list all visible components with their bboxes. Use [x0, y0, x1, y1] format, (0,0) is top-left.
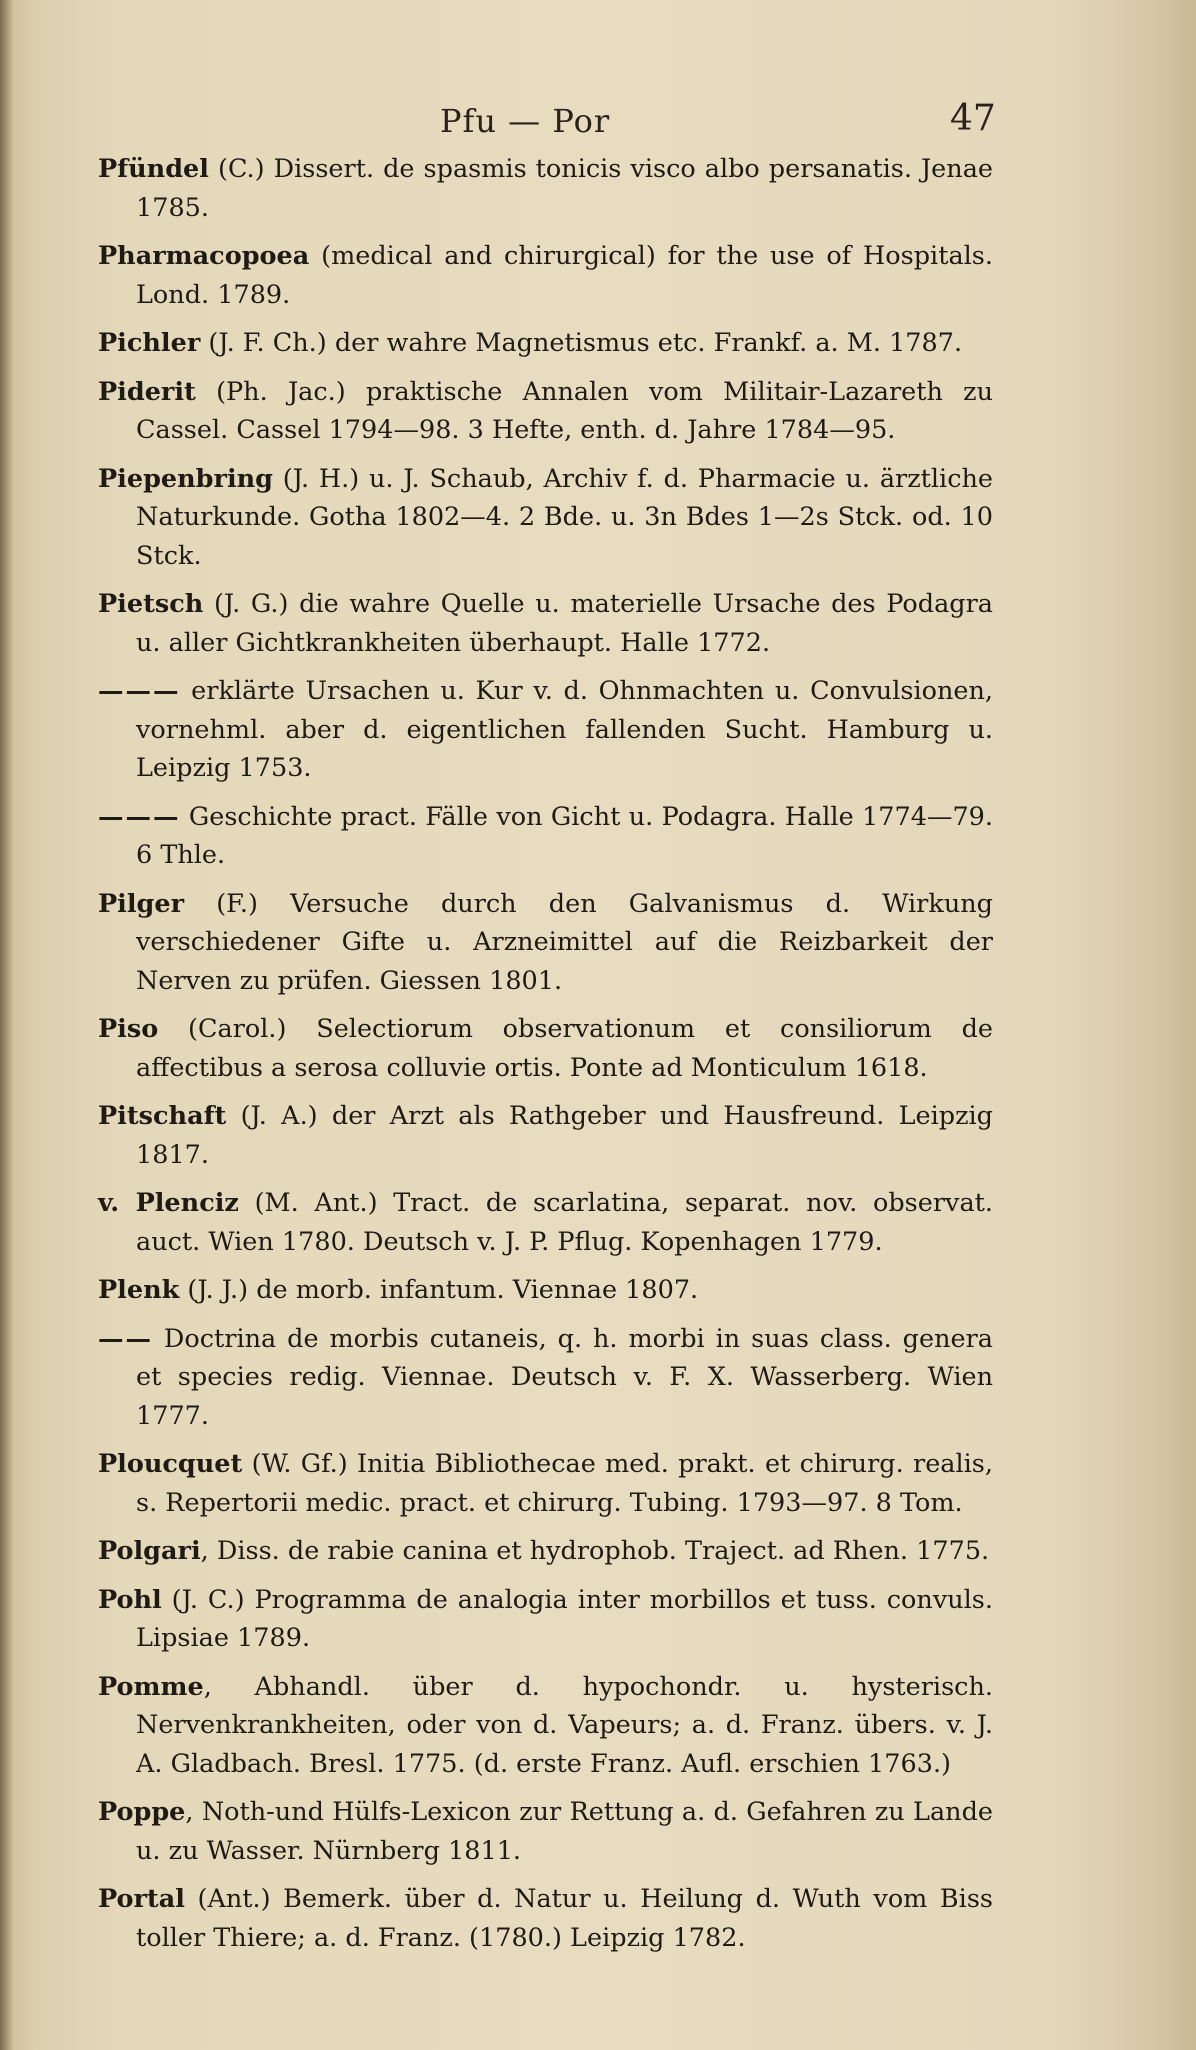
entry-ditto-dash: ——— [98, 801, 181, 832]
page-number: 47 [950, 98, 996, 139]
entry-author: Pohl [98, 1584, 162, 1615]
entry-ditto-dash: —— [98, 1323, 153, 1354]
bibliography-entry [98, 324, 993, 363]
bibliography-entry [98, 1668, 993, 1784]
entry-author: Pilger [98, 888, 185, 919]
entry-author: Poppe [98, 1797, 186, 1827]
bibliography-entry [98, 1184, 993, 1261]
entry-author: Pomme [98, 1671, 204, 1702]
bibliography-entry [98, 460, 993, 576]
bibliography-entry [98, 150, 993, 227]
entry-text: (W. Gf.) Initia Bibliothecae med. prakt. et chirurg. realis, s. Repertorii medic. pract. et chirurg. Tubing. 1793—97. 8 Tom. [136, 1449, 993, 1518]
bibliography-entry [98, 672, 993, 788]
entry-text: (J. J.) de morb. infantum. Viennae 1807. [179, 1275, 699, 1305]
entry-text: , Abhandl. über d. hypochondr. u. hysterisch. Nervenkrankheiten, oder von d. Vapeurs; a. d. Franz. übers. v. J. A. Gladbach. Bresl. 1775. (d. erste Franz. Aufl. erschien 1763.) [136, 1671, 993, 1779]
entry-text: (Carol.) Selectiorum observationum et consiliorum de affectibus a serosa colluvie ortis. Ponte ad Monticulum 1618. [136, 1014, 993, 1083]
entry-text: (Ant.) Bemerk. über d. Natur u. Heilung d. Wuth vom Biss toller Thiere; a. d. Franz. (1780.) Leipzig 1782. [136, 1884, 993, 1953]
entry-author: Pharmacopoea [98, 241, 310, 271]
entry-text: (M. Ant.) Tract. de scarlatina, separat. nov. observat. auct. Wien 1780. Deutsch v. J. P. Pflug. Kopenhagen 1779. [136, 1188, 994, 1257]
entry-text: (J. H.) u. J. Schaub, Archiv f. d. Pharmacie u. ärztliche Naturkunde. Gotha 1802—4. 2 Bde. u. 3n Bdes 1—2s Stck. od. 10 Stck. [136, 463, 993, 571]
entry-author: Piderit [98, 376, 196, 407]
entry-text: Geschichte pract. Fälle von Gicht u. Podagra. Halle 1774—79. 6 Thle. [136, 801, 993, 870]
page-edge-shadow [0, 0, 14, 2050]
bibliography-entry [98, 1445, 993, 1522]
entry-author: Piepenbring [98, 463, 274, 494]
bibliography-entry [98, 373, 993, 450]
bibliography-entry [98, 1880, 993, 1957]
entry-author: Portal [98, 1884, 185, 1914]
bibliography-entry [98, 1010, 993, 1087]
bibliography-entry [98, 798, 993, 875]
entry-author: Piso [98, 1014, 159, 1044]
bibliography-entry [98, 1793, 993, 1870]
entry-text: (J. G.) die wahre Quelle u. materielle Ursache des Podagra u. aller Gichtkrankheiten überhaupt. Halle 1772. [136, 589, 993, 658]
bibliography-entry [98, 585, 993, 662]
entry-ditto-dash: ——— [98, 676, 181, 706]
bibliography-entry [98, 237, 993, 314]
bibliography-entry [98, 1320, 993, 1436]
entry-author: Ploucquet [98, 1449, 243, 1479]
entry-text: (C.) Dissert. de spasmis tonicis visco albo persanatis. Jenae 1785. [136, 154, 993, 223]
bibliography-entry [98, 1097, 993, 1174]
entry-author: Pitschaft [98, 1101, 227, 1131]
entry-author: Polgari [98, 1536, 201, 1566]
entry-text: , Noth-und Hülfs-Lexicon zur Rettung a. d. Gefahren zu Lande u. zu Wasser. Nürnberg 1811. [136, 1797, 993, 1866]
entry-author: v. Plenciz [98, 1188, 239, 1218]
entry-text: (F.) Versuche durch den Galvanismus d. Wirkung verschiedener Gifte u. Arzneimittel auf die Reizbarkeit der Nerven zu prüfen. Giessen 1801. [136, 888, 993, 996]
entry-author: Pietsch [98, 589, 204, 619]
bibliography-entry [98, 1532, 993, 1571]
entry-text: (J. F. Ch.) der wahre Magnetismus etc. Frankf. a. M. 1787. [200, 328, 963, 358]
entry-text: Doctrina de morbis cutaneis, q. h. morbi in suas class. genera et species redig. Viennae. Deutsch v. F. X. Wasserberg. Wien 1777. [136, 1323, 993, 1431]
bibliography-entry [98, 1271, 993, 1310]
entry-text: (J. A.) der Arzt als Rathgeber und Hausfreund. Leipzig 1817. [136, 1101, 993, 1170]
entry-text: (medical and chirurgical) for the use of Hospitals. Lond. 1789. [136, 241, 993, 310]
running-head: Pfu — Por [440, 102, 611, 140]
entry-text: (Ph. Jac.) praktische Annalen vom Militair-Lazareth zu Cassel. Cassel 1794—98. 3 Hefte, enth. d. Jahre 1784—95. [136, 376, 993, 445]
entry-text: , Diss. de rabie canina et hydrophob. Traject. ad Rhen. 1775. [200, 1536, 990, 1566]
entry-author: Pfündel [98, 154, 209, 184]
entry-text: (J. C.) Programma de analogia inter morbillos et tuss. convuls. Lipsiae 1789. [136, 1584, 993, 1653]
bibliography-list [98, 150, 993, 1967]
page-header [0, 98, 1196, 148]
entry-author: Plenk [98, 1275, 180, 1305]
entry-text: erklärte Ursachen u. Kur v. d. Ohnmachten u. Convulsionen, vornehml. aber d. eigentlichen fallenden Sucht. Hamburg u. Leipzig 1753. [136, 676, 993, 783]
bibliography-entry [98, 1581, 993, 1658]
bibliography-entry [98, 885, 993, 1001]
entry-author: Pichler [98, 328, 201, 358]
